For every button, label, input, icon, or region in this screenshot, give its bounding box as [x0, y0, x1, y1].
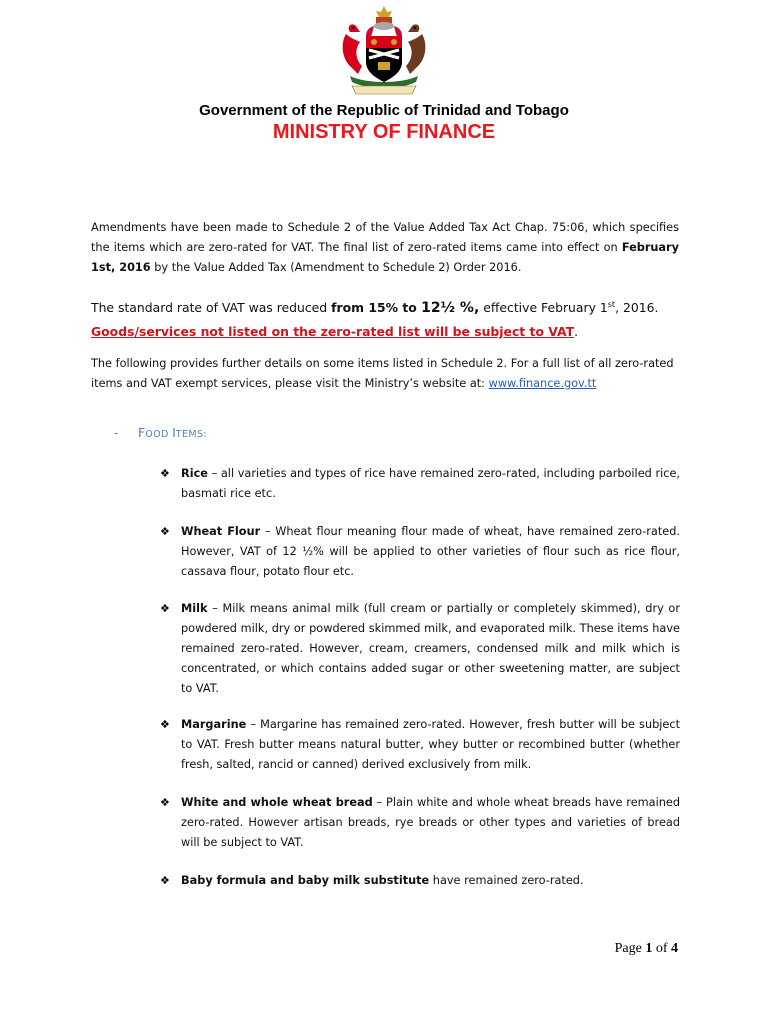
item-text: have remained zero-rated.	[429, 874, 584, 887]
list-item-rice	[160, 464, 680, 504]
item-title: Wheat Flour	[181, 525, 261, 538]
heading-letter: F	[138, 425, 146, 440]
current-page: 1	[645, 941, 653, 956]
diamond-bullet-icon: ❖	[160, 467, 170, 480]
details-text: The following provides further details on some items listed in Schedule 2. For a full list of all zero-rated items and VAT exempt services, please visit the Ministry’s website at:	[91, 357, 674, 390]
list-item-wheat-flour	[160, 522, 680, 582]
heading-letters: OOD	[145, 429, 173, 440]
item-title: White and whole wheat bread	[181, 796, 373, 809]
list-item-baby-formula	[160, 871, 680, 891]
intro-paragraph-3	[91, 354, 679, 394]
list-item-bread	[160, 793, 680, 853]
ministry-title: MINISTRY OF FINANCE	[272, 121, 496, 143]
old-rate: from 15%	[331, 300, 403, 315]
item-title: Baby formula and baby milk substitute	[181, 874, 430, 887]
coat-of-arms-icon	[336, 4, 432, 96]
page-word: Page	[614, 941, 646, 956]
section-dash: -	[114, 426, 119, 440]
ordinal-suffix: st	[607, 299, 616, 309]
item-text: – Margarine has remained zero-rated. However, fresh butter will be subject to VAT. Fresh butter means natural butter, whey butter or recombined butter (whether fresh, salted, rancid or canned) derived exclusively from milk.	[181, 718, 680, 771]
item-title: Milk	[181, 602, 208, 615]
effective-year: , 2016.	[615, 300, 659, 315]
intro-text: Amendments have been made to Schedule 2 of the Value Added Tax Act Chap. 75:06, which specifies the items which are zero-rated for VAT. The final list of zero-rated items came into effect on	[91, 221, 679, 254]
new-rate: 12½ %,	[421, 300, 480, 316]
diamond-bullet-icon: ❖	[160, 796, 170, 809]
effective-date: February 1st, 2016	[91, 241, 679, 274]
vat-warning: Goods/services not listed on the zero-rated list will be subject to VAT	[91, 324, 575, 339]
item-text: – Milk means animal milk (full cream or partially or completely skimmed), dry or powdered milk, dry or powdered skimmed milk, and evaporated milk. These items have remained zero-rated. However, cream, creamers, condensed milk and milk which is concentrated, or which contains added sugar or other sweetening matter, are subject to VAT.	[181, 602, 680, 695]
heading-letters: TEMS:	[175, 429, 208, 440]
effective-text: effective February 1	[479, 300, 608, 315]
heading-letter: I	[172, 425, 176, 440]
ministry-website-link[interactable]: www.finance.gov.tt	[488, 377, 597, 390]
intro-text-end: by the Value Added Tax (Amendment to Schedule 2) Order 2016.	[150, 261, 522, 274]
diamond-bullet-icon: ❖	[160, 874, 170, 887]
government-title: Government of the Republic of Trinidad and Tobago	[199, 102, 569, 119]
diamond-bullet-icon: ❖	[160, 718, 170, 731]
item-title: Rice	[181, 467, 208, 480]
vat-rate-text: The standard rate of VAT was reduced	[91, 300, 332, 315]
to-word: to	[402, 300, 422, 315]
total-pages: 4	[671, 941, 678, 956]
item-text: – Wheat flour meaning flour made of wheat, have remained zero-rated. However, VAT of 12 ½% will be applied to other varieties of flour such as rice flour, cassava flour, potato flour etc.	[181, 525, 680, 578]
intro-paragraph-2	[91, 296, 679, 344]
diamond-bullet-icon: ❖	[160, 602, 170, 615]
item-title: Margarine	[181, 718, 247, 731]
intro-paragraph-1	[91, 218, 679, 278]
warning-period: .	[574, 324, 579, 339]
page-number	[615, 941, 678, 957]
list-item-milk	[160, 599, 680, 699]
of-word: of	[652, 941, 671, 956]
diamond-bullet-icon: ❖	[160, 525, 170, 538]
item-text: – all varieties and types of rice have remained zero-rated, including parboiled rice, basmati rice etc.	[181, 467, 680, 500]
section-heading-food-items	[114, 425, 207, 440]
list-item-margarine	[160, 715, 680, 775]
item-text: – Plain white and whole wheat breads have remained zero-rated. However artisan breads, rye breads or other types and varieties of bread will be subject to VAT.	[181, 796, 680, 849]
